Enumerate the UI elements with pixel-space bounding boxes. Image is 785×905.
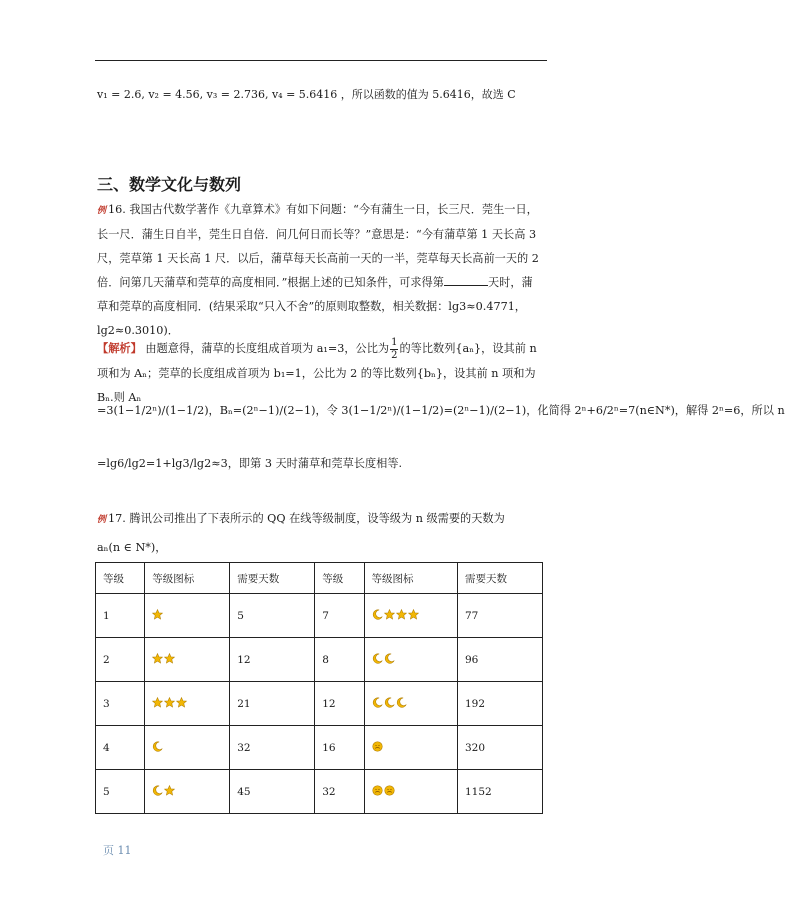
top-result-line: v₁ = 2.6, v₂ = 4.56, v₃ = 2.736, v₄ = 5.6416 ，所以函数的值为 5.6416，故选 C (97, 88, 516, 101)
example-tag: 例 (97, 206, 107, 216)
moon-icon (152, 741, 163, 752)
icon-cell (145, 638, 230, 682)
moon-icon (396, 697, 407, 708)
star-icon (384, 609, 395, 620)
days-cell: 192 (457, 682, 542, 726)
level-icons (372, 741, 383, 752)
example-17 (97, 507, 542, 532)
days-cell: 45 (230, 770, 315, 814)
moon-icon (384, 653, 395, 664)
icon-cell (364, 594, 457, 638)
icon-cell (364, 770, 457, 814)
level-icons (372, 785, 395, 796)
level-icons (372, 609, 419, 620)
sun-icon (372, 785, 383, 796)
table-row (96, 682, 543, 726)
days-cell: 1152 (457, 770, 542, 814)
level-cell: 7 (315, 594, 364, 638)
star-icon (152, 653, 163, 664)
table-row (96, 638, 543, 682)
example-17-cont: aₙ(n ∈ N*)， (97, 541, 167, 554)
star-icon (164, 653, 175, 664)
icon-cell (145, 682, 230, 726)
header-days: 需要天数 (457, 563, 542, 594)
table-row (96, 726, 543, 770)
star-icon (408, 609, 419, 620)
icon-cell (145, 594, 230, 638)
level-cell: 12 (315, 682, 364, 726)
header-days: 需要天数 (230, 563, 315, 594)
star-icon (164, 697, 175, 708)
page-number: 页 11 (103, 844, 132, 857)
moon-icon (384, 697, 395, 708)
qq-level-table (95, 562, 543, 814)
moon-icon (152, 785, 163, 796)
section-title: 三、数学文化与数列 (97, 175, 242, 194)
example-text-end: 天时，蒲草和莞草的高度相同．(结果采取“只入不舍”的原则取整数，相关数据：lg3≈0.4771，lg2≈0.3010)． (97, 276, 533, 337)
moon-icon (372, 653, 383, 664)
header-level: 等级 (315, 563, 364, 594)
star-icon (152, 609, 163, 620)
level-cell: 5 (96, 770, 145, 814)
answer-blank (444, 273, 488, 286)
solution-text-2: 的等比数列{aₙ}，设其前 n 项和为 Aₙ；莞草的长度组成首项为 b₁=1，公比为 2 的等比数列{bₙ}，设其前 n 项和为 Bₙ.则 Aₙ (97, 342, 537, 404)
days-cell: 12 (230, 638, 315, 682)
level-cell: 16 (315, 726, 364, 770)
level-cell: 32 (315, 770, 364, 814)
icon-cell (364, 638, 457, 682)
example-number: 16. (108, 203, 126, 216)
star-icon (176, 697, 187, 708)
level-icons (152, 785, 175, 796)
days-cell: 320 (457, 726, 542, 770)
solution-tag: 【解析】 (97, 341, 142, 355)
solution-conclusion: =lg6/lg2=1+lg3/lg2≈3，即第 3 天时蒲草和莞草长度相等. (97, 457, 403, 470)
level-icons (372, 697, 407, 708)
header-rule (95, 60, 547, 61)
days-cell: 5 (230, 594, 315, 638)
level-cell: 4 (96, 726, 145, 770)
example-16 (97, 198, 542, 343)
fraction-half: $\frac{1}{2}$ (391, 336, 398, 361)
level-cell: 8 (315, 638, 364, 682)
header-level: 等级 (96, 563, 145, 594)
sun-icon (384, 785, 395, 796)
header-icon: 等级图标 (145, 563, 230, 594)
solution-equation-line: =3(1−1/2ⁿ)/(1−1/2)，Bₙ=(2ⁿ−1)/(2−1)，令 3(1−1/2ⁿ)/(1−1/2)=(2ⁿ−1)/(2−1)，化简得 2ⁿ+6/2ⁿ=7(n∈N*)，解得 2ⁿ=6，所以 n (97, 404, 785, 417)
level-icons (152, 697, 187, 708)
level-cell: 2 (96, 638, 145, 682)
icon-cell (145, 726, 230, 770)
icon-cell (145, 770, 230, 814)
moon-icon (372, 609, 383, 620)
days-cell: 21 (230, 682, 315, 726)
star-icon (152, 697, 163, 708)
icon-cell (364, 682, 457, 726)
star-icon (164, 785, 175, 796)
moon-icon (372, 697, 383, 708)
days-cell: 32 (230, 726, 315, 770)
level-icons (152, 653, 175, 664)
star-icon (396, 609, 407, 620)
level-icons (372, 653, 395, 664)
solution-16 (97, 336, 542, 410)
example-text: 腾讯公司推出了下表所示的 QQ 在线等级制度，设等级为 n 级需要的天数为 (129, 512, 505, 525)
example-text: 我国古代数学著作《九章算术》有如下问题：“今有蒲生一日，长三尺．莞生一日，长一尺．蒲生日自半，莞生日自倍．问几何日而长等？”意思是：“今有蒲草第 1 天长高 3 尺，莞草第 1 天长高 1 尺．以后，蒲草每天长高前一天的一半，莞草每天长高前一天的 2 倍．问第几天蒲草和莞草的高度相同．”根据上述的已知条件，可求得第 (97, 203, 539, 289)
sun-icon (372, 741, 383, 752)
level-icons (152, 741, 163, 752)
days-cell: 96 (457, 638, 542, 682)
level-cell: 1 (96, 594, 145, 638)
table-row (96, 594, 543, 638)
header-icon: 等级图标 (364, 563, 457, 594)
days-cell: 77 (457, 594, 542, 638)
solution-text: 由题意得，蒲草的长度组成首项为 a₁=3，公比为 (145, 342, 390, 355)
icon-cell (364, 726, 457, 770)
level-cell: 3 (96, 682, 145, 726)
example-tag: 例 (97, 515, 107, 525)
level-icons (152, 609, 163, 620)
table-row (96, 770, 543, 814)
table-header-row (96, 563, 543, 594)
example-number: 17. (108, 512, 126, 525)
